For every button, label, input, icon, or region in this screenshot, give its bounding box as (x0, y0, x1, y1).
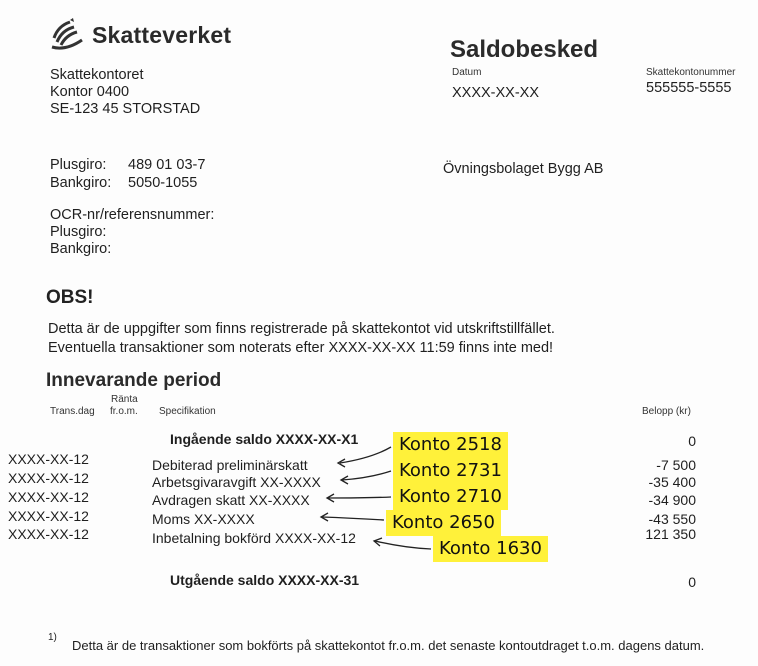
account-number-label: Skattekontonummer (646, 67, 736, 78)
notice-line-1: Detta är de uppgifter som finns registrerade på skattekontot vid utskriftstillfället. (48, 321, 555, 337)
row-date: XXXX-XX-12 (8, 470, 89, 486)
bankgiro-value: 5050-1055 (128, 175, 198, 191)
row-spec: Arbetsgivaravgift XX-XXXX (152, 474, 321, 490)
row-spec: Moms XX-XXXX (152, 511, 255, 527)
account-note-highlight: Konto 2650 (386, 510, 501, 536)
account-note-highlight: Konto 2518 (393, 432, 508, 458)
row-amount: -34 900 (648, 492, 696, 508)
bankgiro-label: Bankgiro: (50, 175, 112, 191)
closing-balance-label: Utgående saldo XXXX-XX-31 (170, 572, 360, 588)
date-label: Datum (452, 67, 482, 78)
account-note-highlight: Konto 2710 (393, 484, 508, 510)
row-spec: Debiterad preliminärskatt (152, 457, 308, 473)
row-amount: 121 350 (645, 526, 696, 542)
arrow-icon (322, 517, 384, 520)
plusgiro-value: 489 01 03-7 (128, 157, 206, 173)
row-date: XXXX-XX-12 (8, 451, 89, 467)
date-value: XXXX-XX-XX (452, 85, 540, 101)
opening-balance-label: Ingående saldo XXXX-XX-X1 (170, 431, 359, 447)
row-amount: -35 400 (648, 474, 696, 490)
row-date: XXXX-XX-12 (8, 489, 89, 505)
office-line-2: Kontor 0400 (50, 84, 130, 100)
footnote-text: Detta är de transaktioner som bokförts på skattekontot fr.o.m. det senaste kontoutdraget t.o.m. dagens datum. (72, 638, 705, 653)
ocr-bankgiro-label: Bankgiro: (50, 241, 112, 257)
col-header-amount: Belopp (kr) (642, 406, 691, 417)
office-line-1: Skattekontoret (50, 67, 144, 83)
col-header-specification: Specifikation (159, 406, 216, 417)
col-header-ranta: Ränta (111, 394, 138, 405)
brand-name: Skatteverket (92, 21, 232, 48)
period-heading: Innevarande period (46, 370, 222, 391)
ocr-plusgiro-label: Plusgiro: (50, 224, 107, 240)
document-title: Saldobesked (450, 36, 599, 63)
arrow-icon (328, 497, 391, 498)
account-note-highlight: Konto 1630 (433, 536, 548, 562)
account-number-value: 555555-5555 (646, 80, 732, 96)
recipient-name: Övningsbolaget Bygg AB (443, 161, 604, 177)
arrow-icon (340, 447, 391, 463)
office-line-3: SE-123 45 STORSTAD (50, 101, 201, 117)
arrow-icon (342, 471, 391, 480)
row-date: XXXX-XX-12 (8, 508, 89, 524)
row-spec: Avdragen skatt XX-XXXX (152, 492, 310, 508)
plusgiro-label: Plusgiro: (50, 157, 107, 173)
arrow-icon (375, 541, 431, 549)
row-date: XXXX-XX-12 (8, 526, 89, 542)
notice-heading: OBS! (46, 287, 94, 308)
row-amount: -43 550 (648, 511, 696, 527)
col-header-ranta-from: fr.o.m. (110, 406, 138, 417)
notice-line-2: Eventuella transaktioner som noterats efter XXXX-XX-XX 11:59 finns inte med! (48, 340, 554, 356)
opening-balance-amount: 0 (688, 433, 696, 449)
account-note-highlight: Konto 2731 (393, 458, 508, 484)
col-header-transdag: Trans.dag (50, 406, 95, 417)
footnote-marker: 1) (48, 632, 57, 643)
row-spec: Inbetalning bokförd XXXX-XX-12 (152, 530, 356, 546)
closing-balance-amount: 0 (688, 574, 696, 590)
ocr-label: OCR-nr/referensnummer: (50, 207, 215, 223)
row-amount: -7 500 (656, 457, 696, 473)
